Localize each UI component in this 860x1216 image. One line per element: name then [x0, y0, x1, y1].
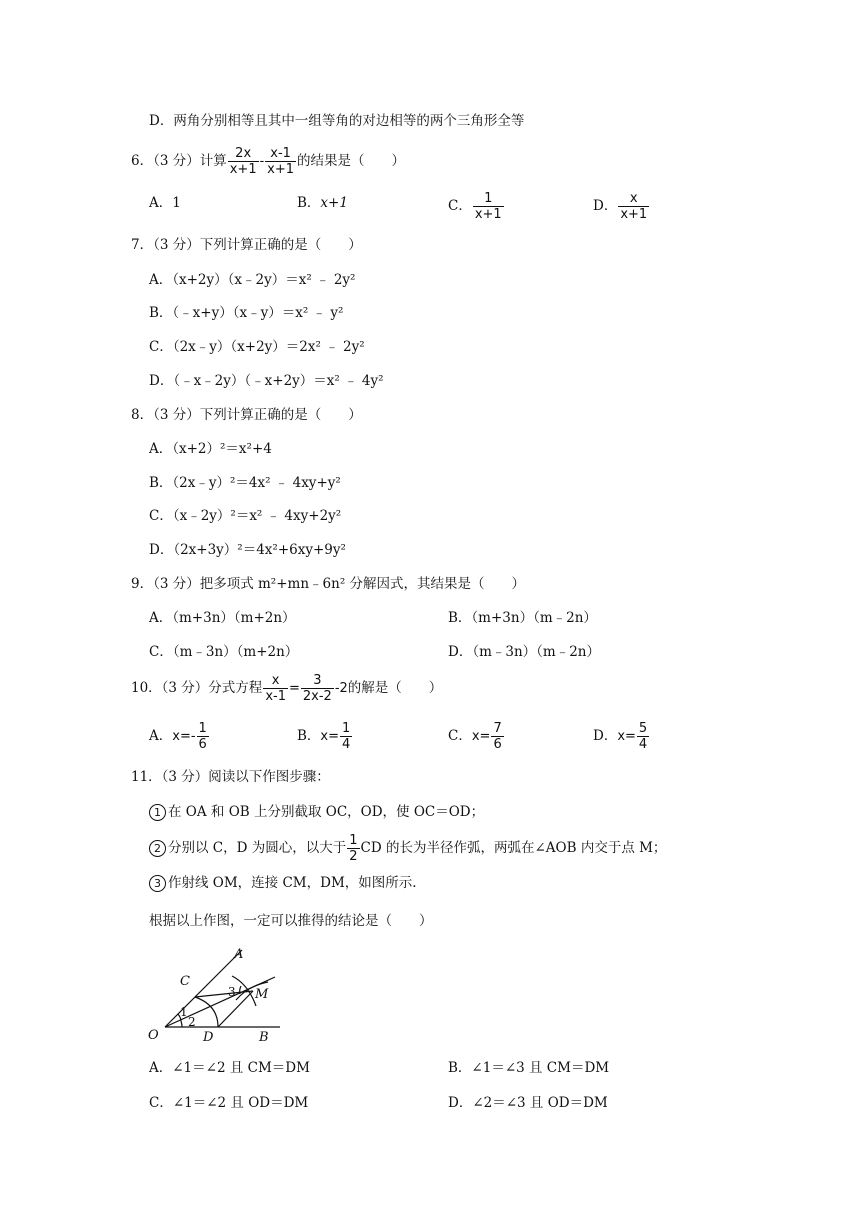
q8-stem: 8．（3 分）下列计算正确的是（ ） — [131, 407, 362, 423]
q11-question: 根据以上作图，一定可以推得的结论是（ ） — [149, 913, 433, 929]
q11-stem: 11．（3 分）阅读以下作图步骤： — [131, 769, 330, 785]
q6-option-d — [593, 186, 650, 226]
q6-stem — [131, 140, 405, 182]
q11-option-c: C．∠1＝∠2 且 OD＝DM — [149, 1095, 309, 1111]
q5-option-d: D．两角分别相等且其中一组等角的对边相等的两个三角形全等 — [149, 113, 525, 129]
q7-option-c: C．（2x﹣y）（x+2y）＝2x² ﹣ 2y² — [149, 339, 365, 355]
q10-c-fraction — [491, 721, 503, 752]
q11-option-d: D．∠2＝∠3 且 OD＝DM — [448, 1095, 608, 1111]
q6-option-c — [448, 186, 505, 226]
q10-a-pre: x=- — [172, 729, 196, 744]
q11-option-b: B．∠1＝∠3 且 CM＝DM — [448, 1060, 610, 1076]
angle-bisector-figure — [140, 940, 290, 1045]
step-3-circled-number: 3 — [149, 875, 166, 892]
label-d: D — [203, 1030, 214, 1045]
q6-prefix: 6．（3 分）计算 — [131, 153, 227, 169]
q6-f1-numerator: 2x — [228, 146, 259, 162]
q10-b-fraction — [340, 721, 352, 752]
q10-c-numerator: 7 — [493, 721, 502, 736]
q6-d-numerator: x — [618, 191, 649, 207]
q10-d-numerator: 5 — [638, 721, 648, 736]
step-2-text-post: CD 的长为半径作弧，两弧在∠AOB 内交于点 M； — [360, 840, 667, 856]
q10-fraction-1 — [263, 673, 288, 704]
q10-b-numerator: 1 — [342, 721, 351, 736]
q6-option-b — [297, 194, 348, 212]
q6-f1-denominator: x+1 — [229, 162, 257, 177]
step-2-denominator: 2 — [349, 849, 358, 864]
q9-option-d: D．（m﹣3n）（m﹣2n） — [448, 644, 600, 660]
q6-minus: - — [259, 153, 265, 169]
q7-option-b: B．（﹣x+y）（x﹣y）＝x² ﹣ y² — [149, 305, 344, 321]
q6-f2-numerator: x-1 — [265, 146, 296, 162]
step-2-fraction — [347, 833, 359, 864]
q10-f1-denominator: x-1 — [265, 689, 286, 704]
label-c: C — [180, 974, 190, 989]
q10-b-label: B． — [297, 728, 321, 744]
q7-option-a: A．（x+2y）（x﹣2y）＝x² ﹣ 2y² — [149, 272, 356, 288]
q10-d-denominator: 4 — [638, 737, 648, 752]
q11-option-a: A．∠1＝∠2 且 CM＝DM — [149, 1060, 310, 1076]
q10-prefix: 10．（3 分）分式方程 — [131, 680, 263, 696]
q10-a-denominator: 6 — [198, 737, 207, 752]
q6-d-fraction — [618, 191, 649, 222]
q6-d-label: D． — [593, 198, 618, 214]
q10-a-fraction — [197, 721, 209, 752]
q10-a-label: A． — [149, 728, 173, 744]
step-1-text: 在 OA 和 OB 上分别截取 OC，OD，使 OC＝OD； — [168, 804, 485, 820]
step-2-text-pre: 分别以 C，D 为圆心，以大于 — [168, 840, 347, 856]
step-3-text: 作射线 OM，连接 CM，DM，如图所示. — [168, 875, 417, 891]
label-m: M — [255, 987, 269, 1002]
q10-equals: = — [288, 681, 300, 696]
step-1-circled-number: 1 — [149, 804, 166, 821]
q10-stem — [131, 668, 442, 708]
q10-option-c — [448, 716, 505, 756]
q6-c-fraction — [473, 191, 504, 222]
q10-d-label: D． — [593, 728, 618, 744]
q6-b-label: B． — [297, 195, 321, 211]
q10-c-denominator: 6 — [493, 737, 502, 752]
label-o: O — [148, 1028, 159, 1043]
q11-step-1 — [149, 803, 484, 821]
q10-b-pre: x= — [320, 729, 340, 744]
q9-option-c: C．（m﹣3n）（m+2n） — [149, 644, 299, 660]
q6-d-denominator: x+1 — [620, 207, 648, 222]
q10-option-d — [593, 716, 650, 756]
q11-step-2 — [149, 828, 666, 868]
angle-label-2: 2 — [188, 1015, 196, 1029]
q10-option-a — [149, 716, 210, 756]
q10-f2-numerator: 3 — [301, 673, 334, 689]
q7-stem: 7．（3 分）下列计算正确的是（ ） — [131, 237, 362, 253]
q8-option-b: B．（2x﹣y）²＝4x² ﹣ 4xy+y² — [149, 475, 341, 491]
q10-f2-denominator: 2x-2 — [302, 689, 332, 704]
q6-fraction-1 — [228, 146, 259, 177]
q7-option-d: D．（﹣x﹣2y）（﹣x+2y）＝x² ﹣ 4y² — [149, 373, 384, 389]
q10-tail: -2 — [334, 681, 348, 696]
q6-f2-denominator: x+1 — [267, 162, 295, 177]
step-2-numerator: 1 — [349, 833, 358, 848]
label-b: B — [259, 1030, 269, 1045]
q9-stem: 9．（3 分）把多项式 m²+mn﹣6n² 分解因式，其结果是（ ） — [131, 576, 526, 592]
angle-2-mark — [181, 1021, 182, 1027]
q6-suffix: 的结果是（ ） — [297, 153, 406, 169]
angle-label-1: 1 — [180, 1005, 188, 1019]
q10-suffix: 的解是（ ） — [347, 680, 443, 696]
step-2-circled-number: 2 — [149, 840, 166, 857]
q10-option-b — [297, 716, 353, 756]
q9-option-b: B．（m+3n）（m﹣2n） — [448, 610, 597, 626]
q6-fraction-2 — [265, 146, 296, 177]
label-a: A — [234, 947, 244, 962]
q10-f1-numerator: x — [263, 673, 288, 689]
q10-a-numerator: 1 — [198, 721, 207, 736]
q10-d-pre: x= — [617, 729, 636, 744]
q6-c-denominator: x+1 — [474, 207, 502, 222]
q6-b-expr: x+1 — [320, 195, 348, 211]
angle-label-3: 3 — [228, 985, 236, 999]
q10-b-denominator: 4 — [342, 737, 351, 752]
q10-fraction-2 — [301, 673, 334, 704]
q10-c-pre: x= — [471, 729, 491, 744]
q6-option-a: A．1 — [149, 195, 181, 211]
q8-option-d: D．（2x+3y）²＝4x²+6xy+9y² — [149, 542, 346, 558]
q10-c-label: C． — [448, 728, 472, 744]
q6-c-numerator: 1 — [473, 191, 504, 207]
q8-option-c: C．（x﹣2y）²＝x² ﹣ 4xy+2y² — [149, 508, 342, 524]
q8-option-a: A．（x+2）²＝x²+4 — [149, 441, 272, 457]
q6-c-label: C． — [448, 198, 472, 214]
q10-d-fraction — [637, 721, 649, 752]
q9-option-a: A．（m+3n）（m+2n） — [149, 610, 296, 626]
q11-step-3 — [149, 874, 417, 892]
